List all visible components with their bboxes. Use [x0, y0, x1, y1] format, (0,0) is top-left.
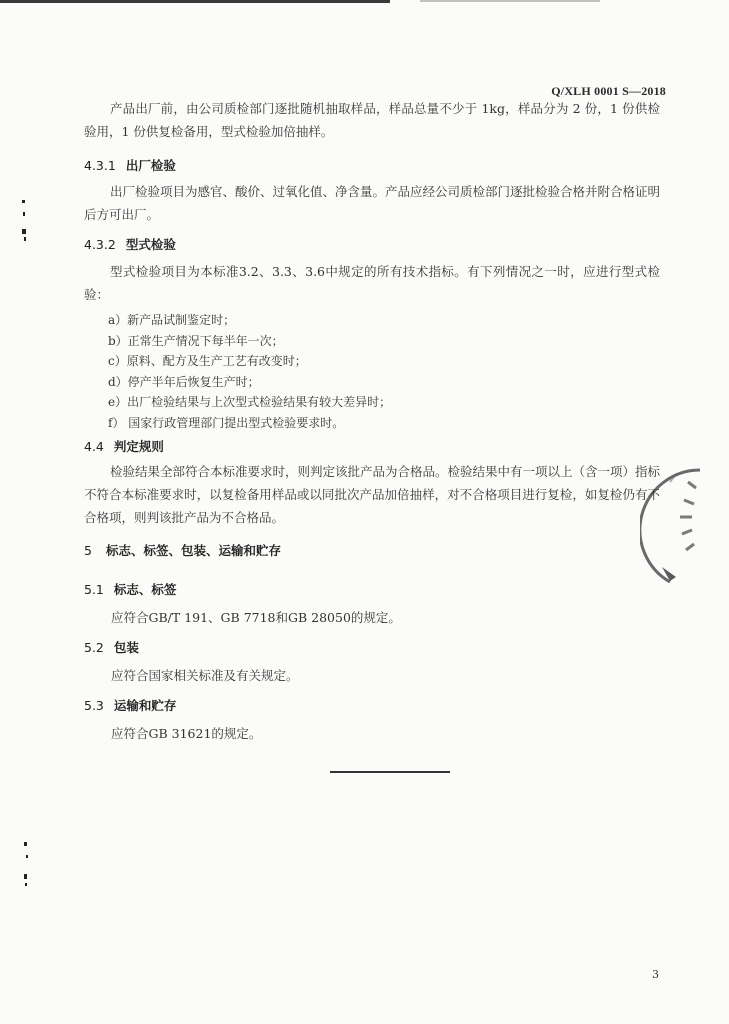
section-number: 4.3.2 — [84, 237, 116, 252]
section-5-2-heading — [84, 638, 139, 656]
section-4-3-2-heading — [84, 235, 176, 253]
section-title: 型式检验 — [125, 237, 176, 252]
scan-mark — [22, 229, 26, 234]
list-item: a）新产品试制鉴定时； — [108, 313, 236, 327]
section-title: 运输和贮存 — [113, 698, 177, 713]
type-inspection-conditions-list — [108, 310, 391, 433]
section-number: 5.1 — [84, 582, 104, 597]
section-5-3-heading — [84, 696, 176, 714]
section-4-4-text: 检验结果全部符合本标准要求时，则判定该批产品为合格品。检验结果中有一项以上（含一项）指标不符合本标准要求时，以复检备用样品或以同批次产品加倍抽样，对不合格项目进行复检，如复检仍有不合格项，则判该批产品为不合格品。 — [84, 464, 661, 525]
scan-mark — [24, 842, 27, 846]
section-title: 标志、标签、包装、运输和贮存 — [105, 543, 281, 558]
scan-mark — [23, 212, 25, 216]
section-5-2-text: 应符合国家相关标准及有关规定。 — [111, 668, 299, 683]
section-title: 标志、标签 — [113, 582, 177, 597]
seal-stamp-icon — [640, 462, 729, 592]
section-number: 4.3.1 — [84, 158, 116, 173]
end-of-document-rule — [330, 771, 450, 773]
list-item: d）停产半年后恢复生产时； — [108, 374, 260, 389]
section-5-1-text: 应符合GB/T 191、GB 7718和GB 28050的规定。 — [111, 610, 401, 625]
section-5-3-text: 应符合GB 31621的规定。 — [111, 726, 262, 741]
scan-mark — [22, 200, 25, 203]
list-item: e）出厂检验结果与上次型式检验结果有较大差异时； — [108, 395, 392, 409]
section-number: 5.3 — [84, 698, 104, 713]
scan-edge-top-faint — [420, 0, 600, 2]
page-number: 3 — [652, 968, 659, 981]
list-item: c）原料、配方及生产工艺有改变时； — [108, 354, 307, 368]
list-item: b）正常生产情况下每半年一次； — [108, 333, 284, 348]
section-5-1-heading — [84, 580, 176, 598]
scan-edge-top — [0, 0, 390, 3]
scan-mark — [24, 237, 26, 241]
section-4-3-2-text: 型式检验项目为本标准3.2、3.3、3.6中规定的所有技术指标。有下列情况之一时，应进行型式检验： — [84, 264, 660, 302]
section-number: 5.2 — [84, 640, 104, 655]
section-4-3-1-text: 出厂检验项目为感官、酸价、过氧化值、净含量。产品应经公司质检部门逐批检验合格并附合格证明后方可出厂。 — [84, 184, 661, 222]
scan-mark — [26, 855, 28, 858]
scan-mark — [24, 874, 27, 879]
list-item: f） 国家行政管理部门提出型式检验要求时。 — [108, 415, 345, 430]
section-5-heading — [84, 541, 281, 559]
standard-code: Q/XLH 0001 S—2018 — [551, 84, 666, 98]
scan-mark — [25, 883, 27, 886]
section-4-4-heading — [84, 437, 164, 455]
section-title: 包装 — [113, 640, 139, 655]
section-title: 判定规则 — [113, 439, 164, 454]
section-number: 4.4 — [84, 439, 104, 454]
section-number: 5 — [84, 543, 92, 558]
section-title: 出厂检验 — [125, 158, 176, 173]
intro-paragraph: 产品出厂前，由公司质检部门逐批随机抽取样品，样品总量不少于 1kg，样品分为 2 份，1 份供检验用，1 份供复检备用，型式检验加倍抽样。 — [84, 101, 660, 139]
section-4-3-1-heading — [84, 156, 176, 174]
